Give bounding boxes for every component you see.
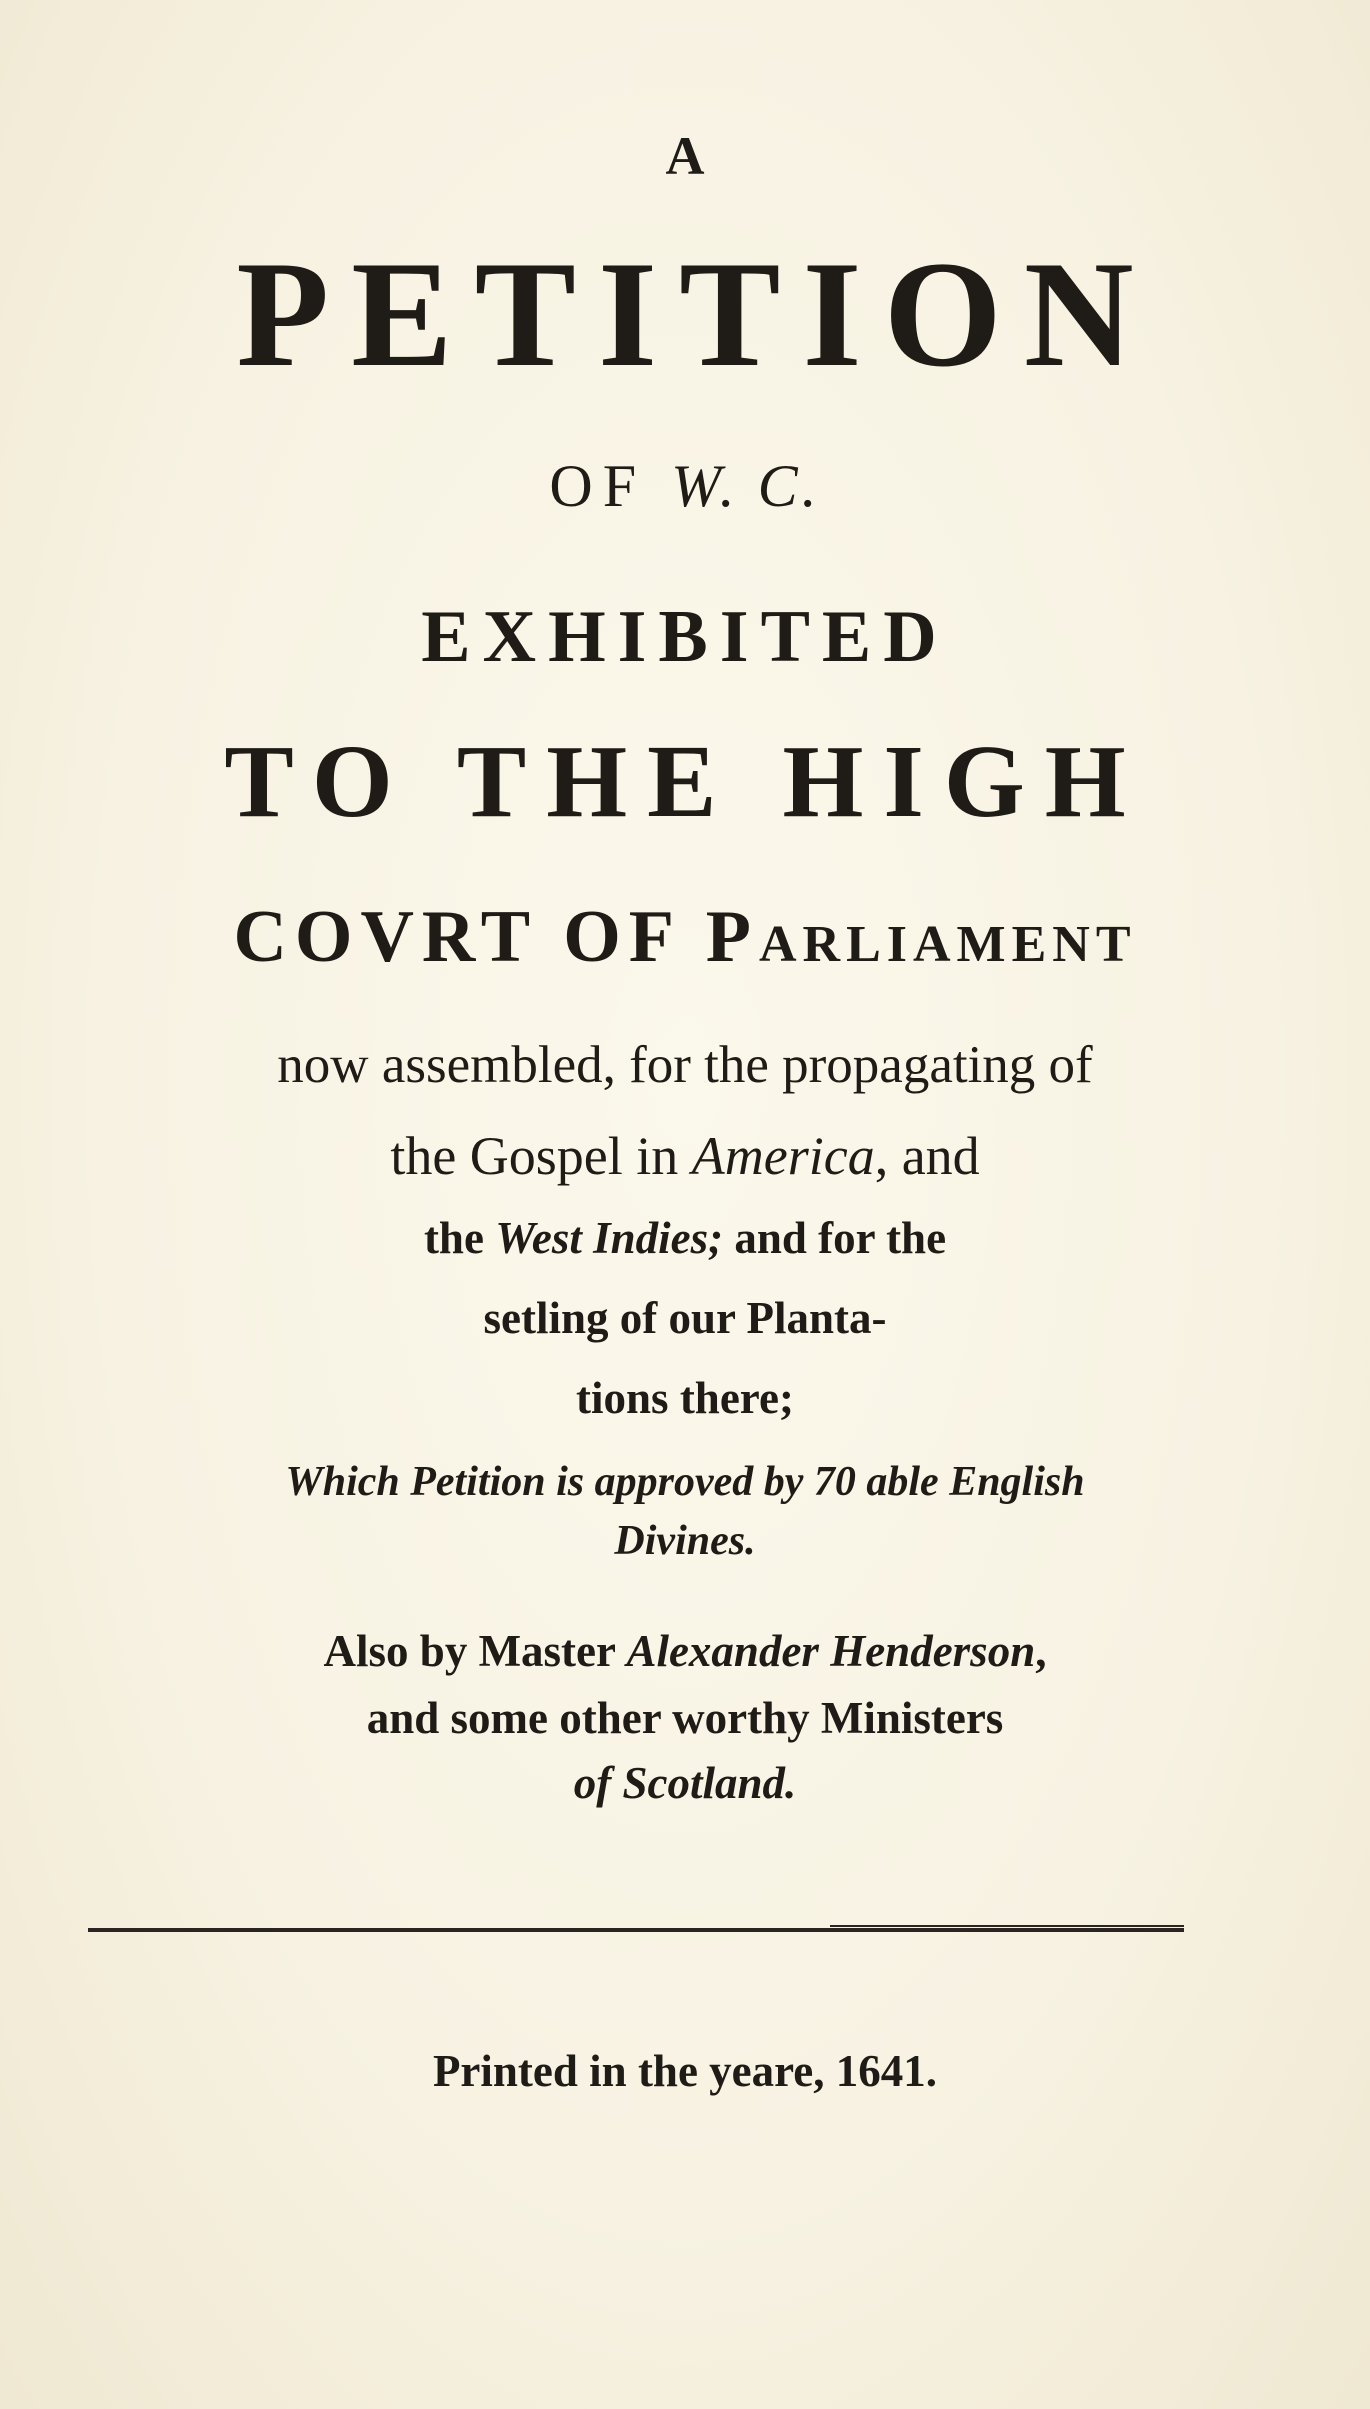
west-indies: West Indies;: [495, 1213, 724, 1263]
now-assembled-line: now assembled, for the propagating of: [277, 1036, 1093, 1094]
covrt-of-parliament-line: [0, 895, 1370, 980]
petition-heading: PETITION: [236, 230, 1156, 398]
divider-rule: [88, 1928, 1184, 1932]
gospel-pre: the Gospel in: [390, 1126, 692, 1186]
initials: W. C.: [671, 453, 821, 519]
of-label: OF: [549, 453, 647, 519]
west-pre: the: [423, 1213, 496, 1263]
article-a: A: [665, 126, 705, 186]
also-post: ,: [1035, 1626, 1047, 1676]
tions-line: tions there;: [576, 1373, 794, 1423]
exhibited-line: EXHIBITED: [421, 596, 949, 678]
also-by-line: [0, 1625, 1370, 1677]
which-petition-line: Which Petition is approved by 70 able English: [285, 1459, 1085, 1505]
west-indies-line: [0, 1212, 1370, 1264]
of-wc-line: [0, 452, 1370, 521]
west-post: and for the: [723, 1213, 947, 1263]
parliament-rest: ARLIAMENT: [758, 916, 1137, 973]
covrt-of: COVRT OF: [233, 896, 706, 978]
divider-rule-offset: [830, 1925, 1184, 1927]
divines-line: Divines.: [614, 1518, 756, 1564]
gospel-post: , and: [874, 1126, 980, 1186]
also-pre: Also by Master: [323, 1626, 627, 1676]
gospel-line: [0, 1125, 1370, 1187]
imprint-line: Printed in the yeare, 1641.: [432, 2046, 938, 2096]
america: America: [691, 1126, 875, 1186]
to-the-high-line: TO THE HIGH: [224, 724, 1146, 839]
setling-line: setling of our Planta-: [483, 1293, 887, 1343]
some-other-line: and some other worthy Ministers: [366, 1693, 1004, 1743]
parliament-initial: P: [705, 896, 759, 978]
of-scotland-line: of Scotland.: [573, 1758, 797, 1808]
alexander-henderson: Alexander Henderson: [626, 1626, 1036, 1676]
